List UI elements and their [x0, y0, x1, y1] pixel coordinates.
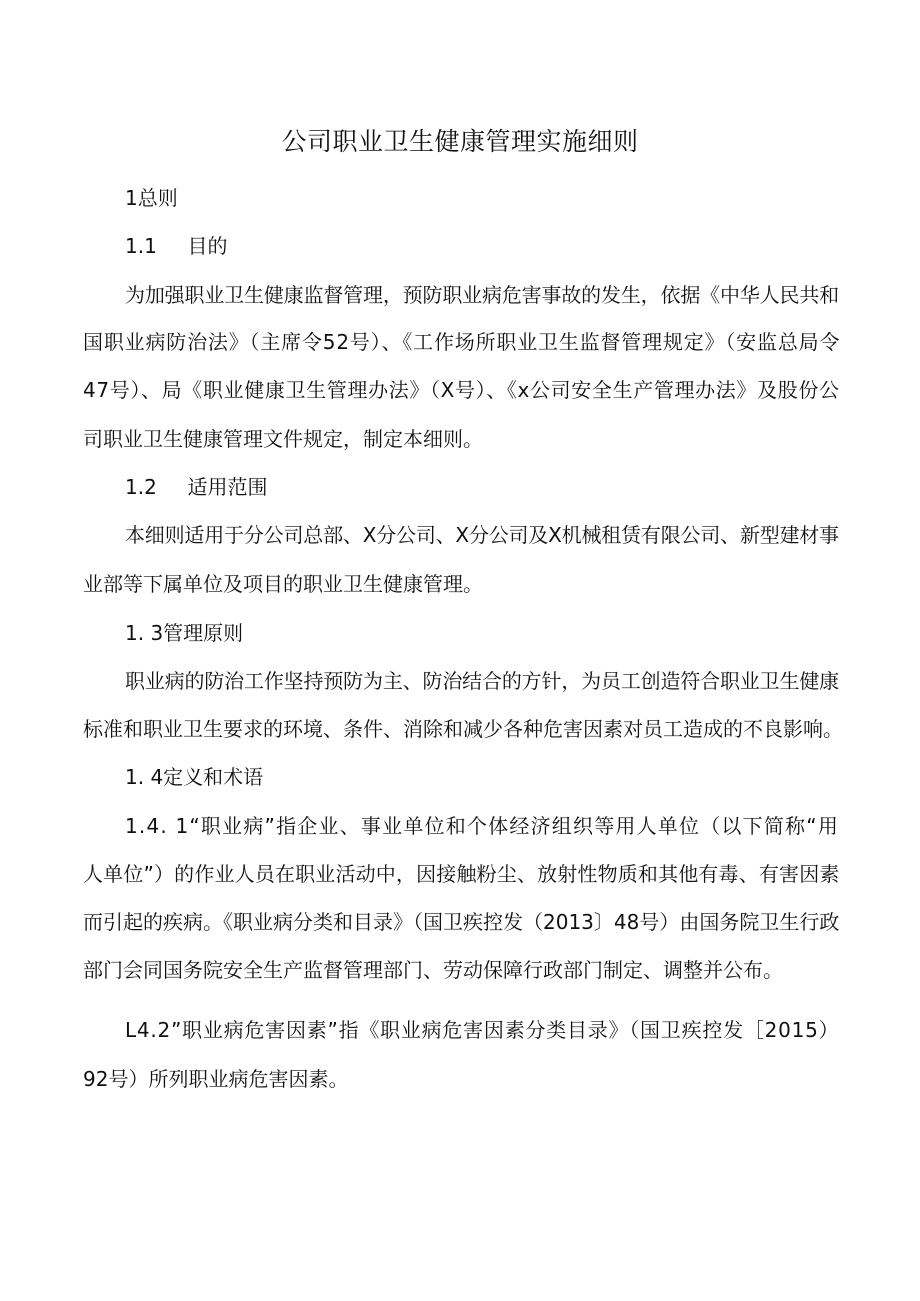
- paragraph-purpose-line-1: 为加强职业卫生健康监督管理，预防职业病危害事故的发生，依据《中华人民共和: [125, 283, 839, 307]
- paragraph-definition-line-2: 人单位”）的作业人员在职业活动中，因接触粉尘、放射性物质和其他有毒、有害因素: [83, 862, 840, 886]
- paragraph-definition-line-4: 部门会同国务院安全生产监督管理部门、劳动保障行政部门制定、调整并公布。: [83, 958, 783, 982]
- paragraph-hazard-line-1: L4.2”职业病危害因素”指《职业病危害因素分类目录》（国卫疾控发［2015）: [125, 1018, 840, 1042]
- paragraph-purpose-line-3: 47号）、局《职业健康卫生管理办法》（X号）、《x公司安全生产管理办法》及股份公: [83, 378, 840, 402]
- paragraph-definition-line-1: 1.4. 1“职业病”指企业、事业单位和个体经济组织等用人单位（以下简称“用: [125, 814, 839, 838]
- paragraph-scope-line-1: 本细则适用于分公司总部、X分公司、X分公司及X机械租赁有限公司、新型建材事: [125, 523, 839, 547]
- paragraph-principle-line-2: 标准和职业卫生要求的环境、条件、消除和减少各种危害因素对员工造成的不良影响。: [83, 717, 843, 741]
- paragraph-purpose-line-2: 国职业病防治法》（主席令52号）、《工作场所职业卫生监督管理规定》（安监总局令: [83, 330, 841, 354]
- heading-1-1-number: 1.1: [125, 234, 157, 258]
- paragraph-definition-line-3: 而引起的疾病。《职业病分类和目录》（国卫疾控发（2013〕48号）由国务院卫生行政: [83, 910, 840, 934]
- heading-1-3: 1. 3管理原则: [125, 621, 244, 645]
- paragraph-principle-line-1: 职业病的防治工作坚持预防为主、防治结合的方针，为员工创造符合职业卫生健康: [125, 669, 839, 693]
- heading-1-2-number: 1.2: [125, 475, 157, 499]
- paragraph-purpose-line-4: 司职业卫生健康管理文件规定，制定本细则。: [83, 427, 483, 451]
- heading-1-2-text: 适用范围: [187, 475, 268, 499]
- heading-1-1: [125, 230, 228, 259]
- heading-1-2: [125, 471, 268, 500]
- document-title: 公司职业卫生健康管理实施细则: [281, 127, 639, 156]
- heading-1: 1总则: [125, 186, 178, 210]
- heading-1-1-text: 目的: [187, 234, 228, 258]
- heading-1-4: 1. 4定义和术语: [125, 765, 264, 789]
- paragraph-hazard-line-2: 92号）所列职业病危害因素。: [83, 1067, 349, 1091]
- paragraph-scope-line-2: 业部等下属单位及项目的职业卫生健康管理。: [83, 572, 483, 596]
